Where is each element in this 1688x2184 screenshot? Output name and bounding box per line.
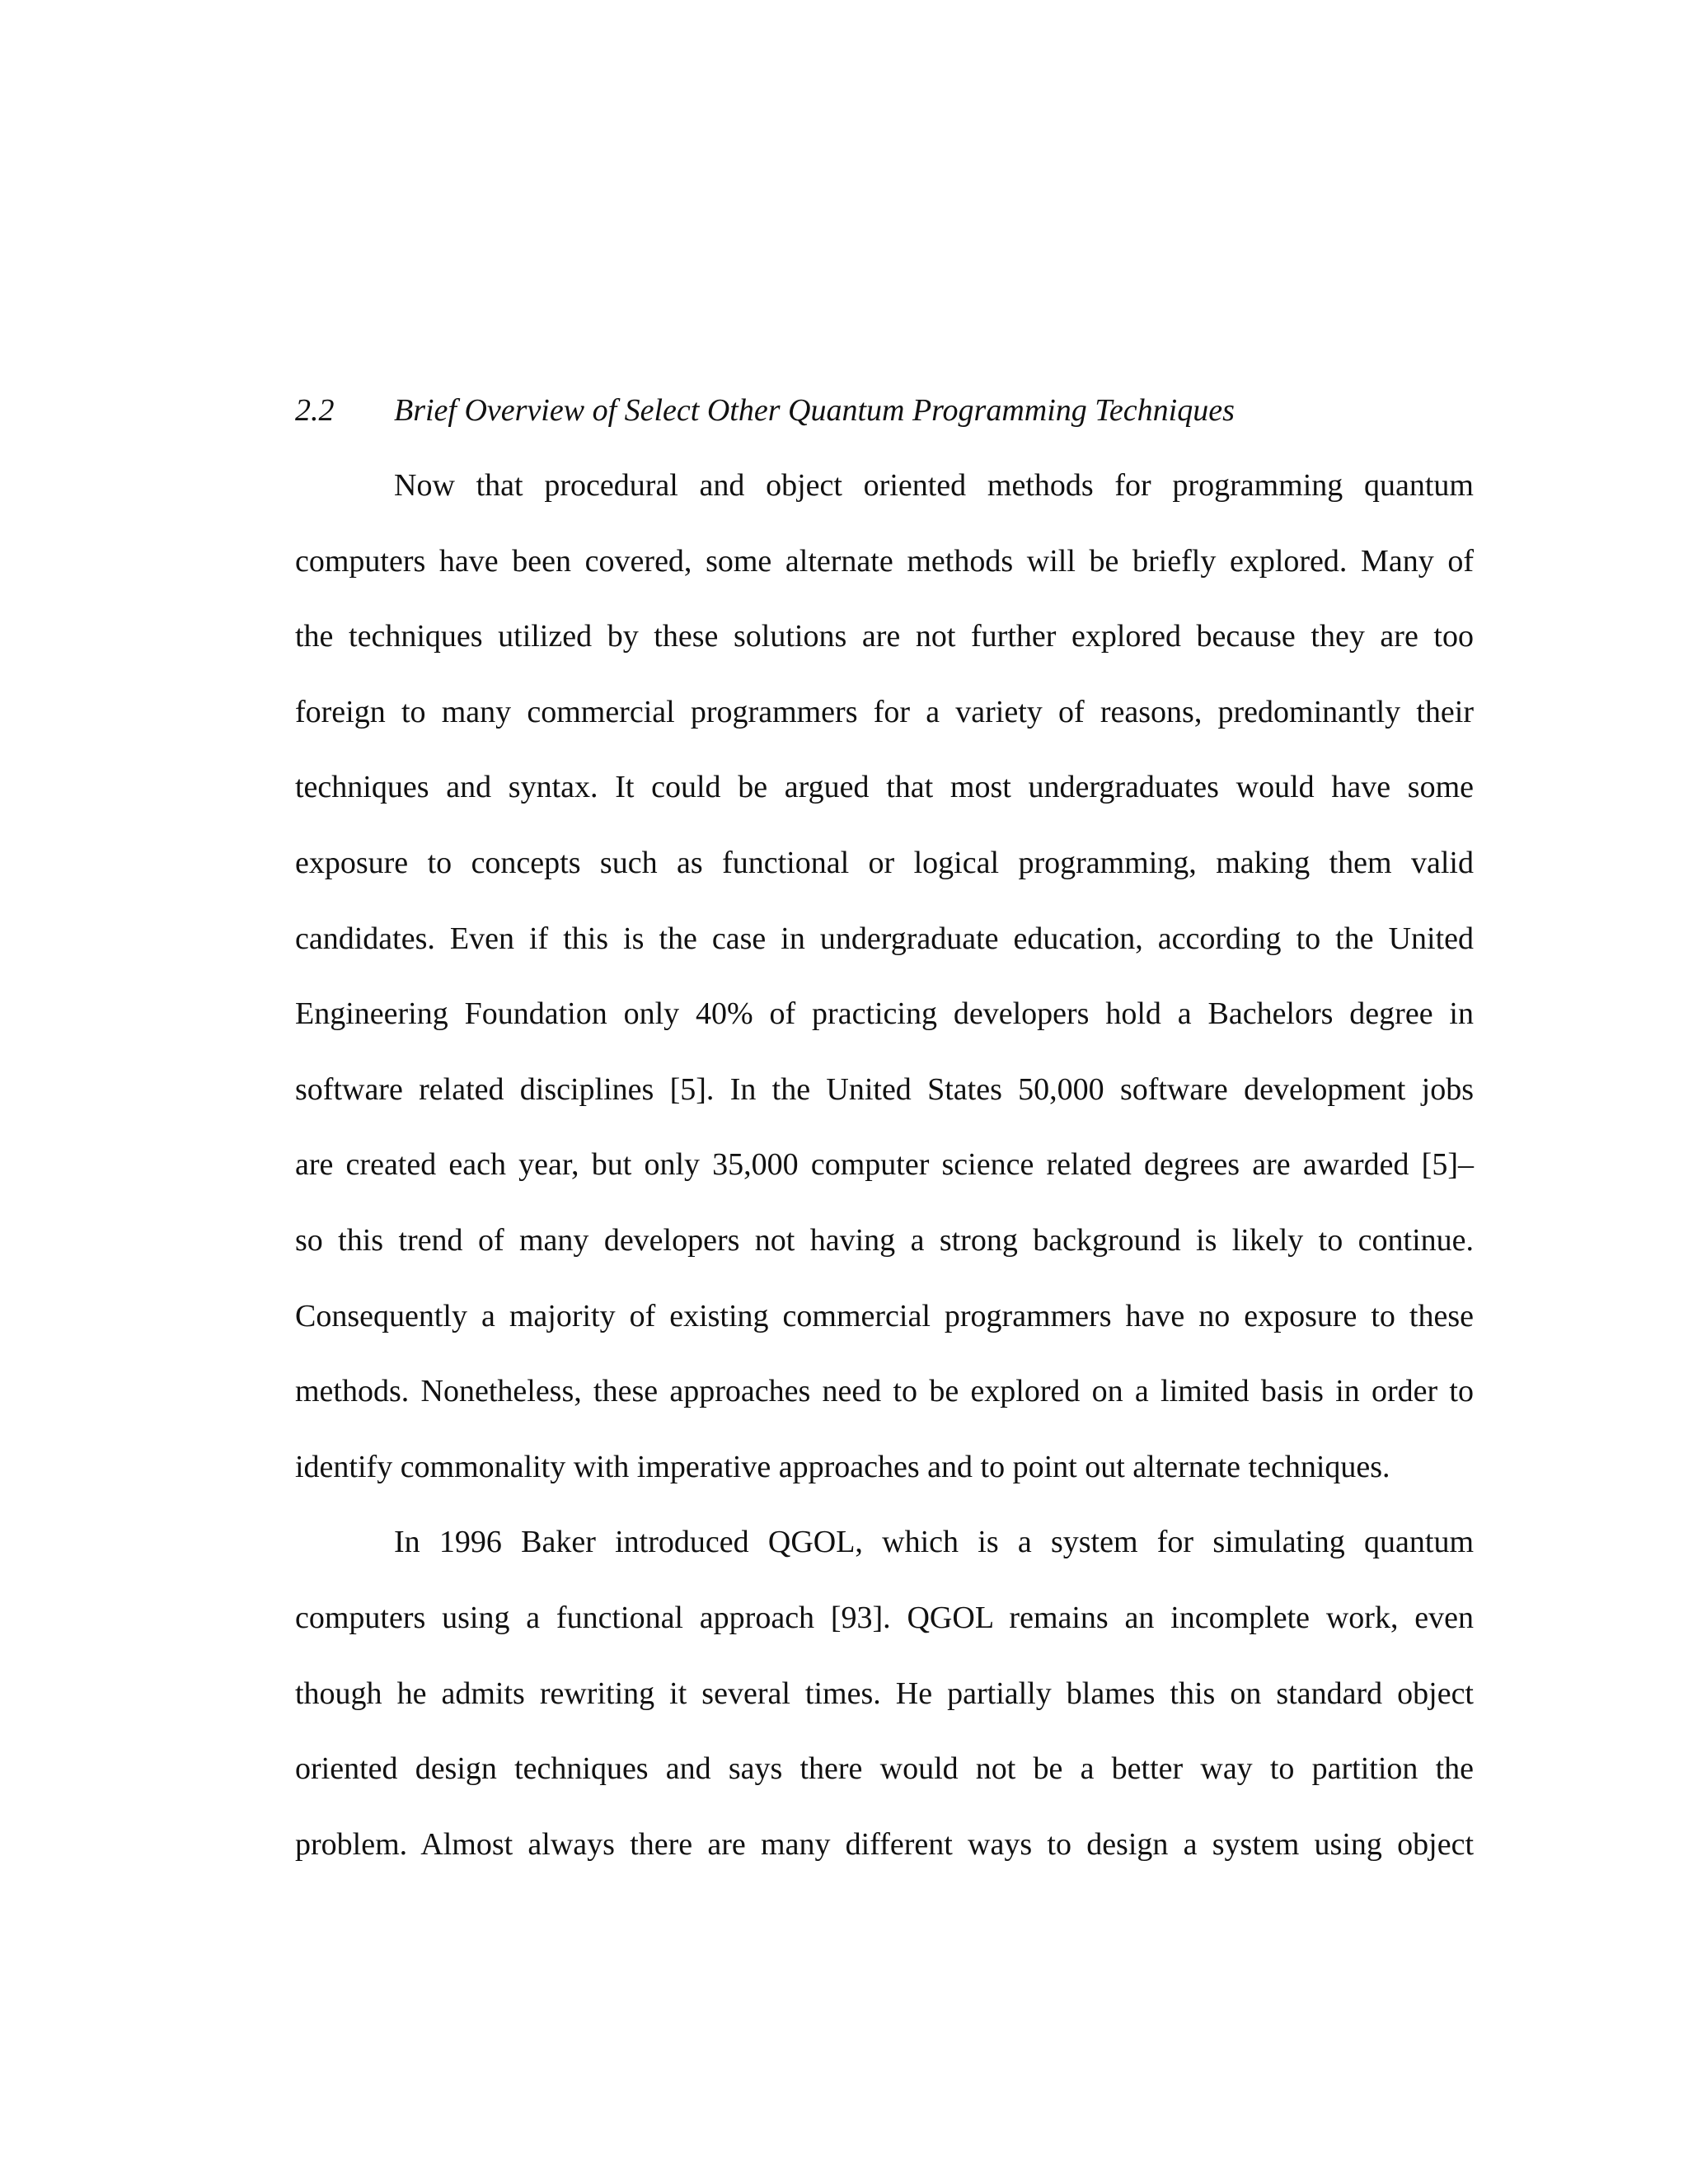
section-title: Brief Overview of Select Other Quantum Programming Techniques: [394, 393, 1235, 428]
text-line: oriented design techniques and says there would not be a better way to partition the: [295, 1751, 1474, 1787]
text-line: In 1996 Baker introduced QGOL, which is a system for simulating quantum: [394, 1525, 1474, 1560]
text-line: so this trend of many developers not having a strong background is likely to continue.: [295, 1222, 1474, 1258]
text-line: problem. Almost always there are many different ways to design a system using object: [295, 1826, 1474, 1862]
text-line: the techniques utilized by these solutions are not further explored because they are too: [295, 619, 1474, 654]
section-heading: [295, 387, 1474, 434]
text-line: though he admits rewriting it several times. He partially blames this on standard object: [295, 1675, 1474, 1711]
text-line: foreign to many commercial programmers for a variety of reasons, predominantly their: [295, 694, 1474, 729]
text-line: identify commonality with imperative approaches and to point out alternate techniques.: [295, 1449, 1390, 1484]
paragraph-1: [295, 462, 1474, 1519]
text-line: computers using a functional approach [93]. QGOL remains an incomplete work, even: [295, 1600, 1474, 1635]
text-line: Consequently a majority of existing commercial programmers have no exposure to these: [295, 1298, 1474, 1333]
text-line: Now that procedural and object oriented methods for programming quantum: [394, 468, 1474, 503]
text-line: exposure to concepts such as functional or logical programming, making them valid: [295, 845, 1474, 880]
text-line: methods. Nonetheless, these approaches need to be explored on a limited basis in order to: [295, 1374, 1474, 1409]
text-line: candidates. Even if this is the case in undergraduate education, according to the United: [295, 921, 1474, 956]
text-line: computers have been covered, some alternate methods will be briefly explored. Many of: [295, 543, 1474, 579]
section-number: 2.2: [295, 393, 335, 428]
text-line: are created each year, but only 35,000 computer science related degrees are awarded [5]–: [295, 1147, 1474, 1183]
paragraph-2: [295, 1519, 1474, 1896]
body-text: [295, 462, 1474, 1896]
text-line: techniques and syntax. It could be argued that most undergraduates would have some: [295, 770, 1474, 805]
text-line: Engineering Foundation only 40% of practicing developers hold a Bachelors degree in: [295, 996, 1474, 1032]
text-line: software related disciplines [5]. In the United States 50,000 software development jobs: [295, 1071, 1474, 1107]
